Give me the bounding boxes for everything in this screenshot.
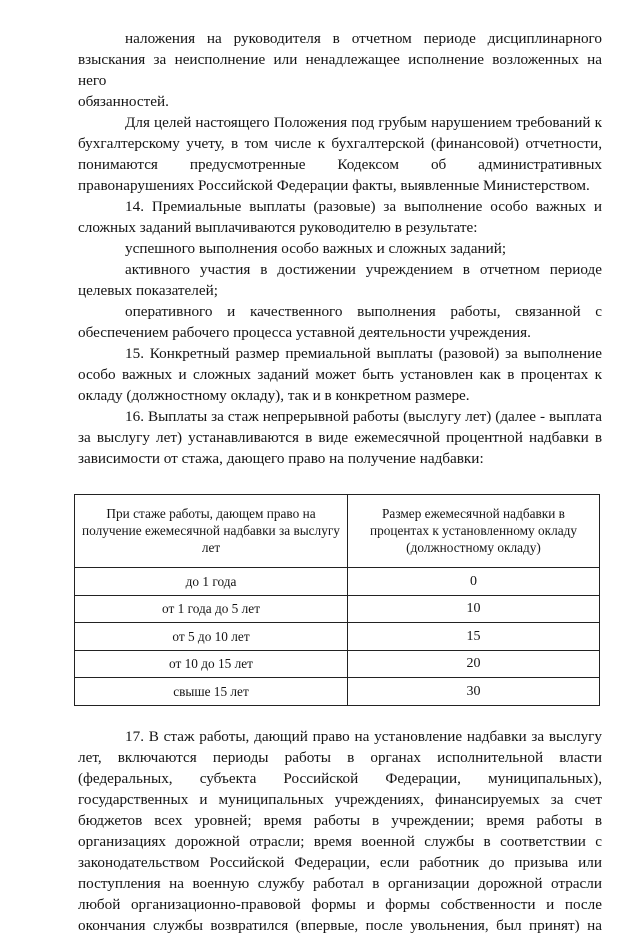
text-line: оперативного и качественного выполнения работы, связанной с xyxy=(125,303,602,320)
text-line: 14. Премиальные выплаты (разовые) за выполнение особо важных и xyxy=(125,198,602,215)
cell-percent: 20 xyxy=(348,650,600,678)
text-line: бюджетов всех уровней; время работы в учреждении; время работы в xyxy=(78,811,602,829)
cell-period: свыше 15 лет xyxy=(75,678,348,706)
text-line: целевых показателей; xyxy=(78,282,218,299)
cell-percent: 15 xyxy=(348,623,600,651)
text-line: особо важных и сложных заданий может быть установлен как в процентах к xyxy=(78,366,602,383)
text-line: (федеральных, субъекта Российской Федерации, муниципальных), xyxy=(78,769,602,787)
seniority-bonus-table xyxy=(74,494,600,706)
text-line: государственных и муниципальных учреждениях, финансируемых за счет xyxy=(78,790,602,808)
cell-percent: 10 xyxy=(348,595,600,623)
text-line: 16. Выплаты за стаж непрерывной работы (выслугу лет) (далее - выплата xyxy=(125,408,602,425)
text-line: взыскания за неисполнение или ненадлежащее исполнение возложенных на него xyxy=(78,51,602,89)
paragraph-item-15 xyxy=(78,343,602,406)
table-row xyxy=(75,678,600,706)
text-line: 17. В стаж работы, дающий право на установление надбавки за выслугу xyxy=(125,727,602,745)
text-line: окончания службы возвратился (впервые, после увольнения, был принят) на xyxy=(78,916,602,934)
header-bonus-percent: Размер ежемесячной надбавки в процентах к установленному окладу (должностному окладу) xyxy=(348,495,600,568)
text-line: законодательством Российской Федерации, если работник до призыва или xyxy=(78,853,602,871)
text-line: 15. Конкретный размер премиальной выплаты (разовой) за выполнение xyxy=(125,345,602,362)
paragraph-accounting-violation xyxy=(78,112,602,196)
text-line: поступления на военную службу работал в организации дорожной отрасли xyxy=(78,874,602,892)
paragraph-bullet-participation xyxy=(78,259,602,301)
cell-period: от 5 до 10 лет xyxy=(75,623,348,651)
paragraph-item-17 xyxy=(78,726,602,936)
paragraph-discipline xyxy=(78,28,602,112)
text-line: активного участия в достижении учреждением в отчетном периоде xyxy=(125,261,602,278)
table-row xyxy=(75,650,600,678)
text-line: понимаются предусмотренные Кодексом об административных xyxy=(78,156,602,173)
paragraph-item-14 xyxy=(78,196,602,238)
cell-percent: 0 xyxy=(348,568,600,596)
text-line: обязанностей. xyxy=(78,93,169,110)
cell-period: от 10 до 15 лет xyxy=(75,650,348,678)
text-line: зависимости от стажа, дающего право на получение надбавки: xyxy=(78,450,484,467)
text-line: успешного выполнения особо важных и сложных заданий; xyxy=(125,240,507,257)
text-line: обеспечением рабочего процесса уставной деятельности учреждения. xyxy=(78,324,531,341)
table-header-row xyxy=(75,495,600,568)
table-row xyxy=(75,595,600,623)
text-line: бухгалтерскому учету, в том числе к бухгалтерской (финансовой) отчетности, xyxy=(78,135,602,152)
text-line: за выслугу лет) устанавливаются в виде ежемесячной процентной надбавки в xyxy=(78,429,602,446)
table-row xyxy=(75,568,600,596)
text-line: сложных заданий выплачиваются руководителю в результате: xyxy=(78,219,478,236)
text-line: организациях дорожной отрасли; время военной службы в соответствии с xyxy=(78,832,602,850)
cell-percent: 30 xyxy=(348,678,600,706)
text-line: любой организационно-правовой формы и формы собственности и после xyxy=(78,895,602,913)
text-line: правонарушениях Российской Федерации факты, выявленные Министерством. xyxy=(78,177,590,194)
paragraph-bullet-operational xyxy=(78,301,602,343)
text-line: лет, включаются периоды работы в органах исполнительной власти xyxy=(78,748,602,766)
table-row xyxy=(75,623,600,651)
cell-period: до 1 года xyxy=(75,568,348,596)
text-line: окладу (должностному окладу), так и в конкретном размере. xyxy=(78,387,470,404)
paragraph-item-16 xyxy=(78,406,602,469)
text-line: Для целей настоящего Положения под грубым нарушением требований к xyxy=(125,114,602,131)
paragraph-bullet-successful xyxy=(78,238,602,259)
seniority-table-wrapper xyxy=(74,494,600,706)
document-page xyxy=(78,28,602,936)
text-line: наложения на руководителя в отчетном периоде дисциплинарного xyxy=(125,30,602,47)
header-seniority-period: При стаже работы, дающем право на получение ежемесячной надбавки за выслугу лет xyxy=(75,495,348,568)
cell-period: от 1 года до 5 лет xyxy=(75,595,348,623)
